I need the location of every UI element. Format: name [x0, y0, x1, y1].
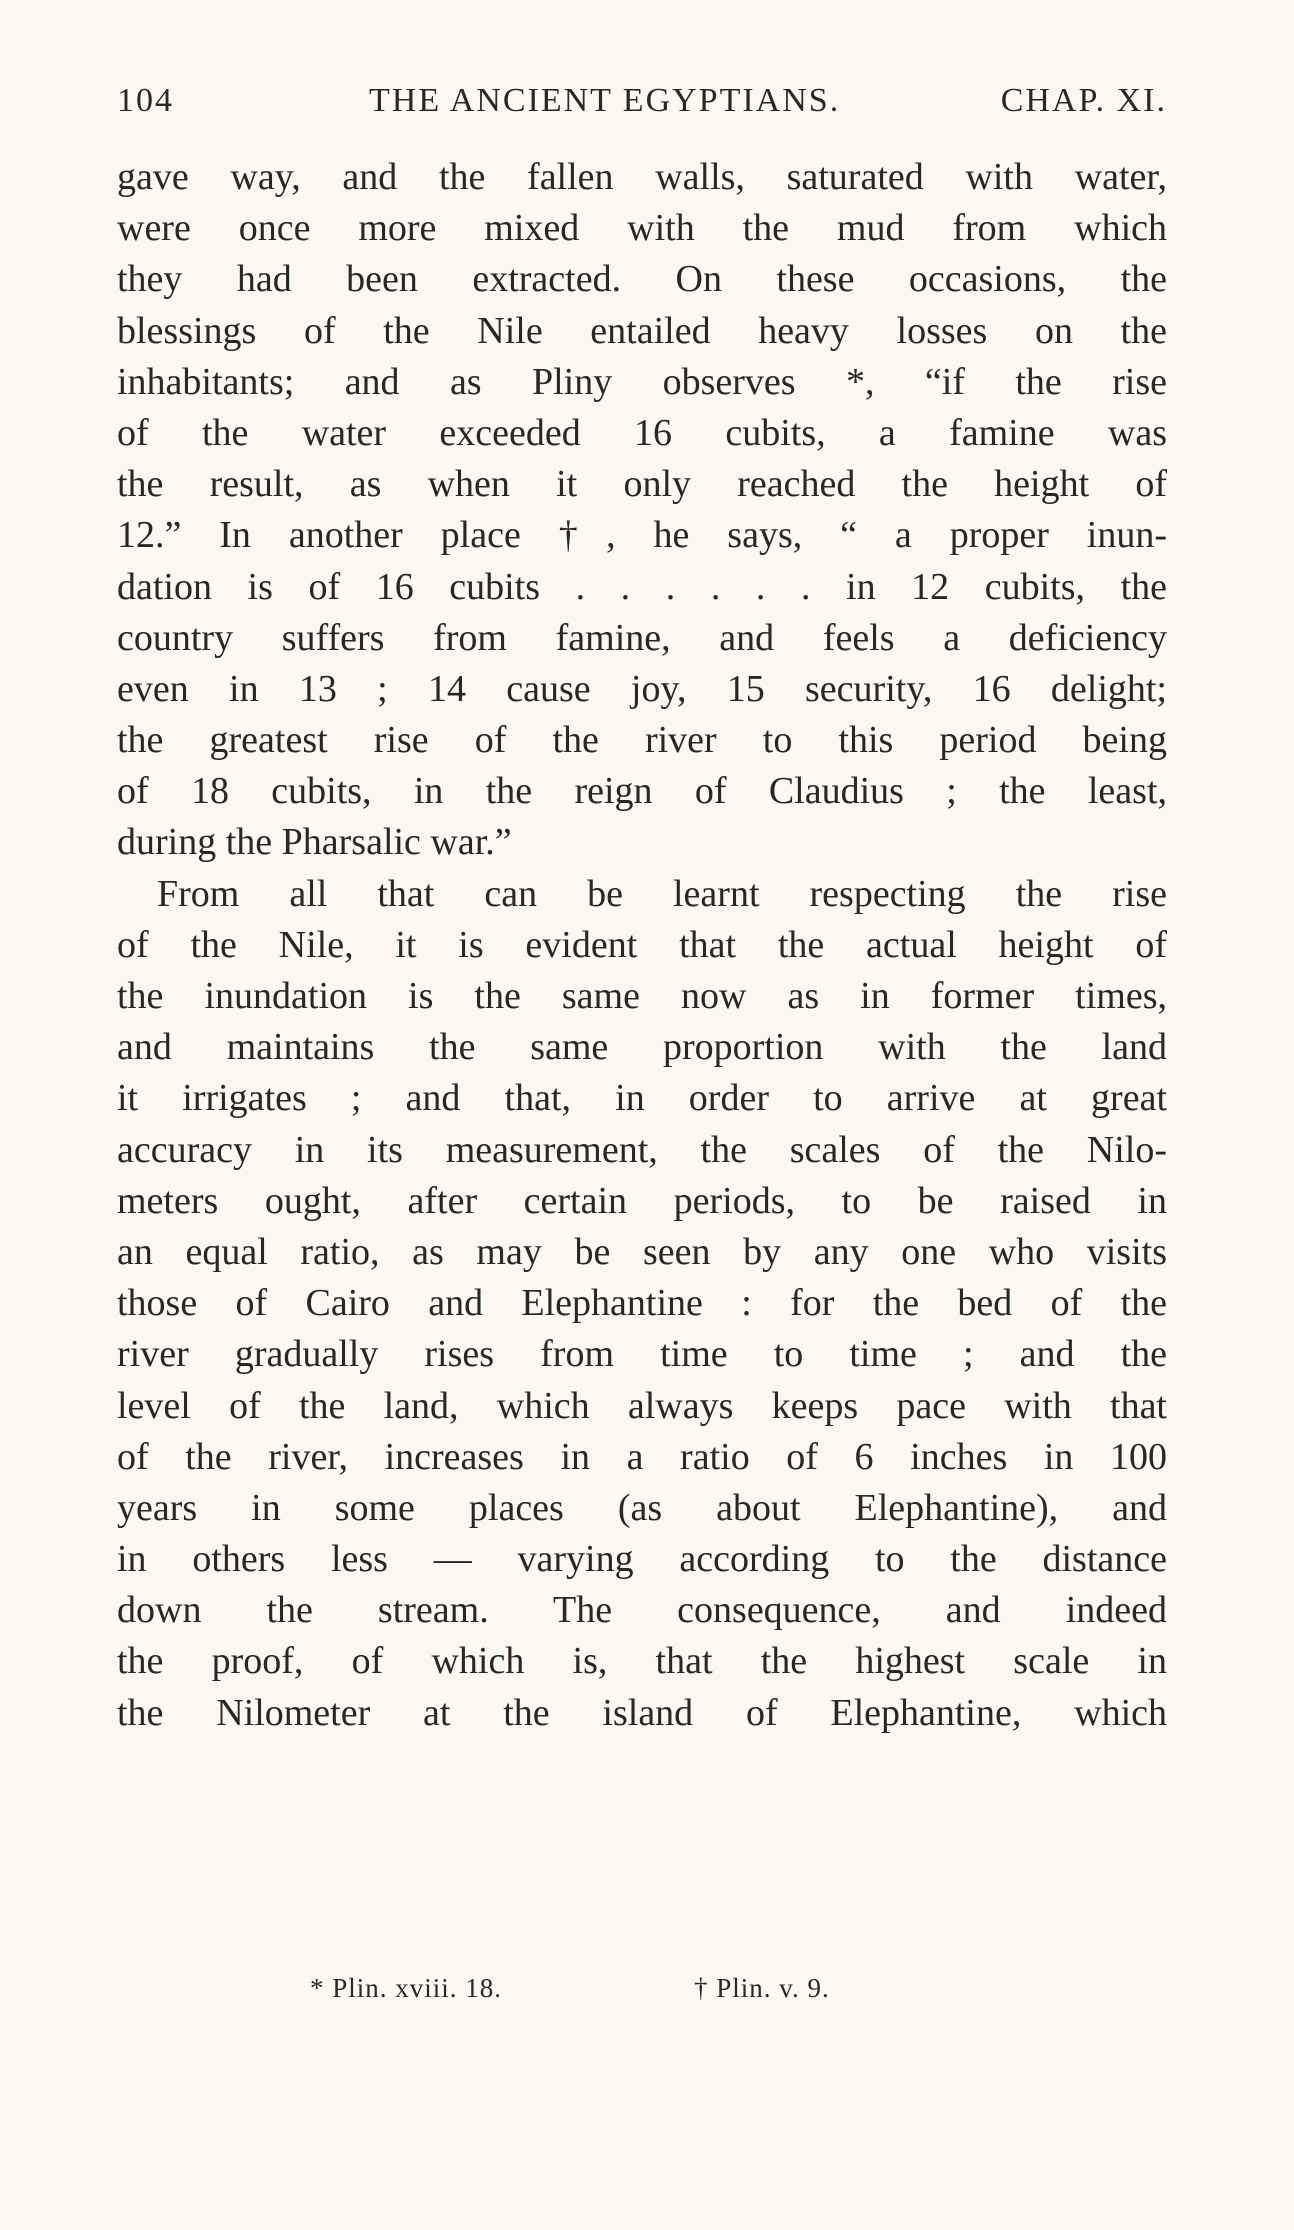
text-line: of 18 cubits, in the reign of Claudius ; the least,: [117, 770, 1167, 813]
page-number: 104: [117, 82, 174, 119]
book-title: THE ANCIENT EGYPTIANS.: [369, 82, 841, 119]
body-text: [117, 152, 1167, 1739]
text-line: level of the land, which always keeps pace with that: [117, 1384, 1167, 1427]
text-line: dation is of 16 cubits . . . . . . in 12 cubits, the: [117, 565, 1167, 608]
chapter-label: CHAP. XI.: [1000, 82, 1167, 119]
text-line: during the Pharsalic war.”: [117, 821, 512, 864]
text-line: in others less — varying according to the distance: [117, 1538, 1167, 1581]
text-line: blessings of the Nile entailed heavy losses on the: [117, 309, 1167, 352]
text-line: inhabitants; and as Pliny observes *, “if the rise: [117, 360, 1167, 403]
footnote-pliny-v: † Plin. v. 9.: [694, 1973, 830, 2003]
text-line: those of Cairo and Elephantine : for the bed of the: [117, 1282, 1167, 1325]
text-line: meters ought, after certain periods, to be raised in: [117, 1179, 1167, 1222]
text-line: of the Nile, it is evident that the actual height of: [117, 923, 1167, 966]
text-line: of the river, increases in a ratio of 6 inches in 100: [117, 1435, 1167, 1478]
text-line: were once more mixed with the mud from which: [117, 207, 1167, 250]
text-line: even in 13 ; 14 cause joy, 15 security, 16 delight;: [117, 667, 1167, 710]
paragraph-start-line: From all that can be learnt respecting the rise: [157, 872, 1167, 915]
text-line: the proof, of which is, that the highest scale in: [117, 1640, 1167, 1683]
text-line: and maintains the same proportion with the land: [117, 1026, 1167, 1069]
text-line: the greatest rise of the river to this period being: [117, 719, 1167, 762]
text-line: they had been extracted. On these occasions, the: [117, 258, 1167, 301]
text-line: country suffers from famine, and feels a deficiency: [117, 616, 1167, 659]
text-line: accuracy in its measurement, the scales of the Nilo-: [117, 1128, 1167, 1171]
text-line: gave way, and the fallen walls, saturated with water,: [117, 156, 1167, 198]
running-head: [117, 82, 1167, 132]
text-line: of the water exceeded 16 cubits, a famine was: [117, 411, 1167, 454]
text-line: an equal ratio, as may be seen by any one who visits: [117, 1230, 1167, 1273]
text-line: river gradually rises from time to time ; and the: [117, 1333, 1167, 1376]
text-line: it irrigates ; and that, in order to arrive at great: [117, 1077, 1167, 1120]
footnotes: [0, 1973, 1294, 2013]
text-line: the result, as when it only reached the height of: [117, 463, 1167, 506]
text-line: 12.” In another place †, he says, “ a proper inun-: [117, 514, 1167, 557]
text-line: the inundation is the same now as in former times,: [117, 975, 1167, 1017]
footnote-pliny-xviii: * Plin. xviii. 18.: [310, 1973, 503, 2003]
text-line: years in some places (as about Elephantine), and: [117, 1486, 1167, 1529]
text-line: down the stream. The consequence, and indeed: [117, 1589, 1167, 1632]
text-line: the Nilometer at the island of Elephantine, which: [117, 1691, 1167, 1734]
